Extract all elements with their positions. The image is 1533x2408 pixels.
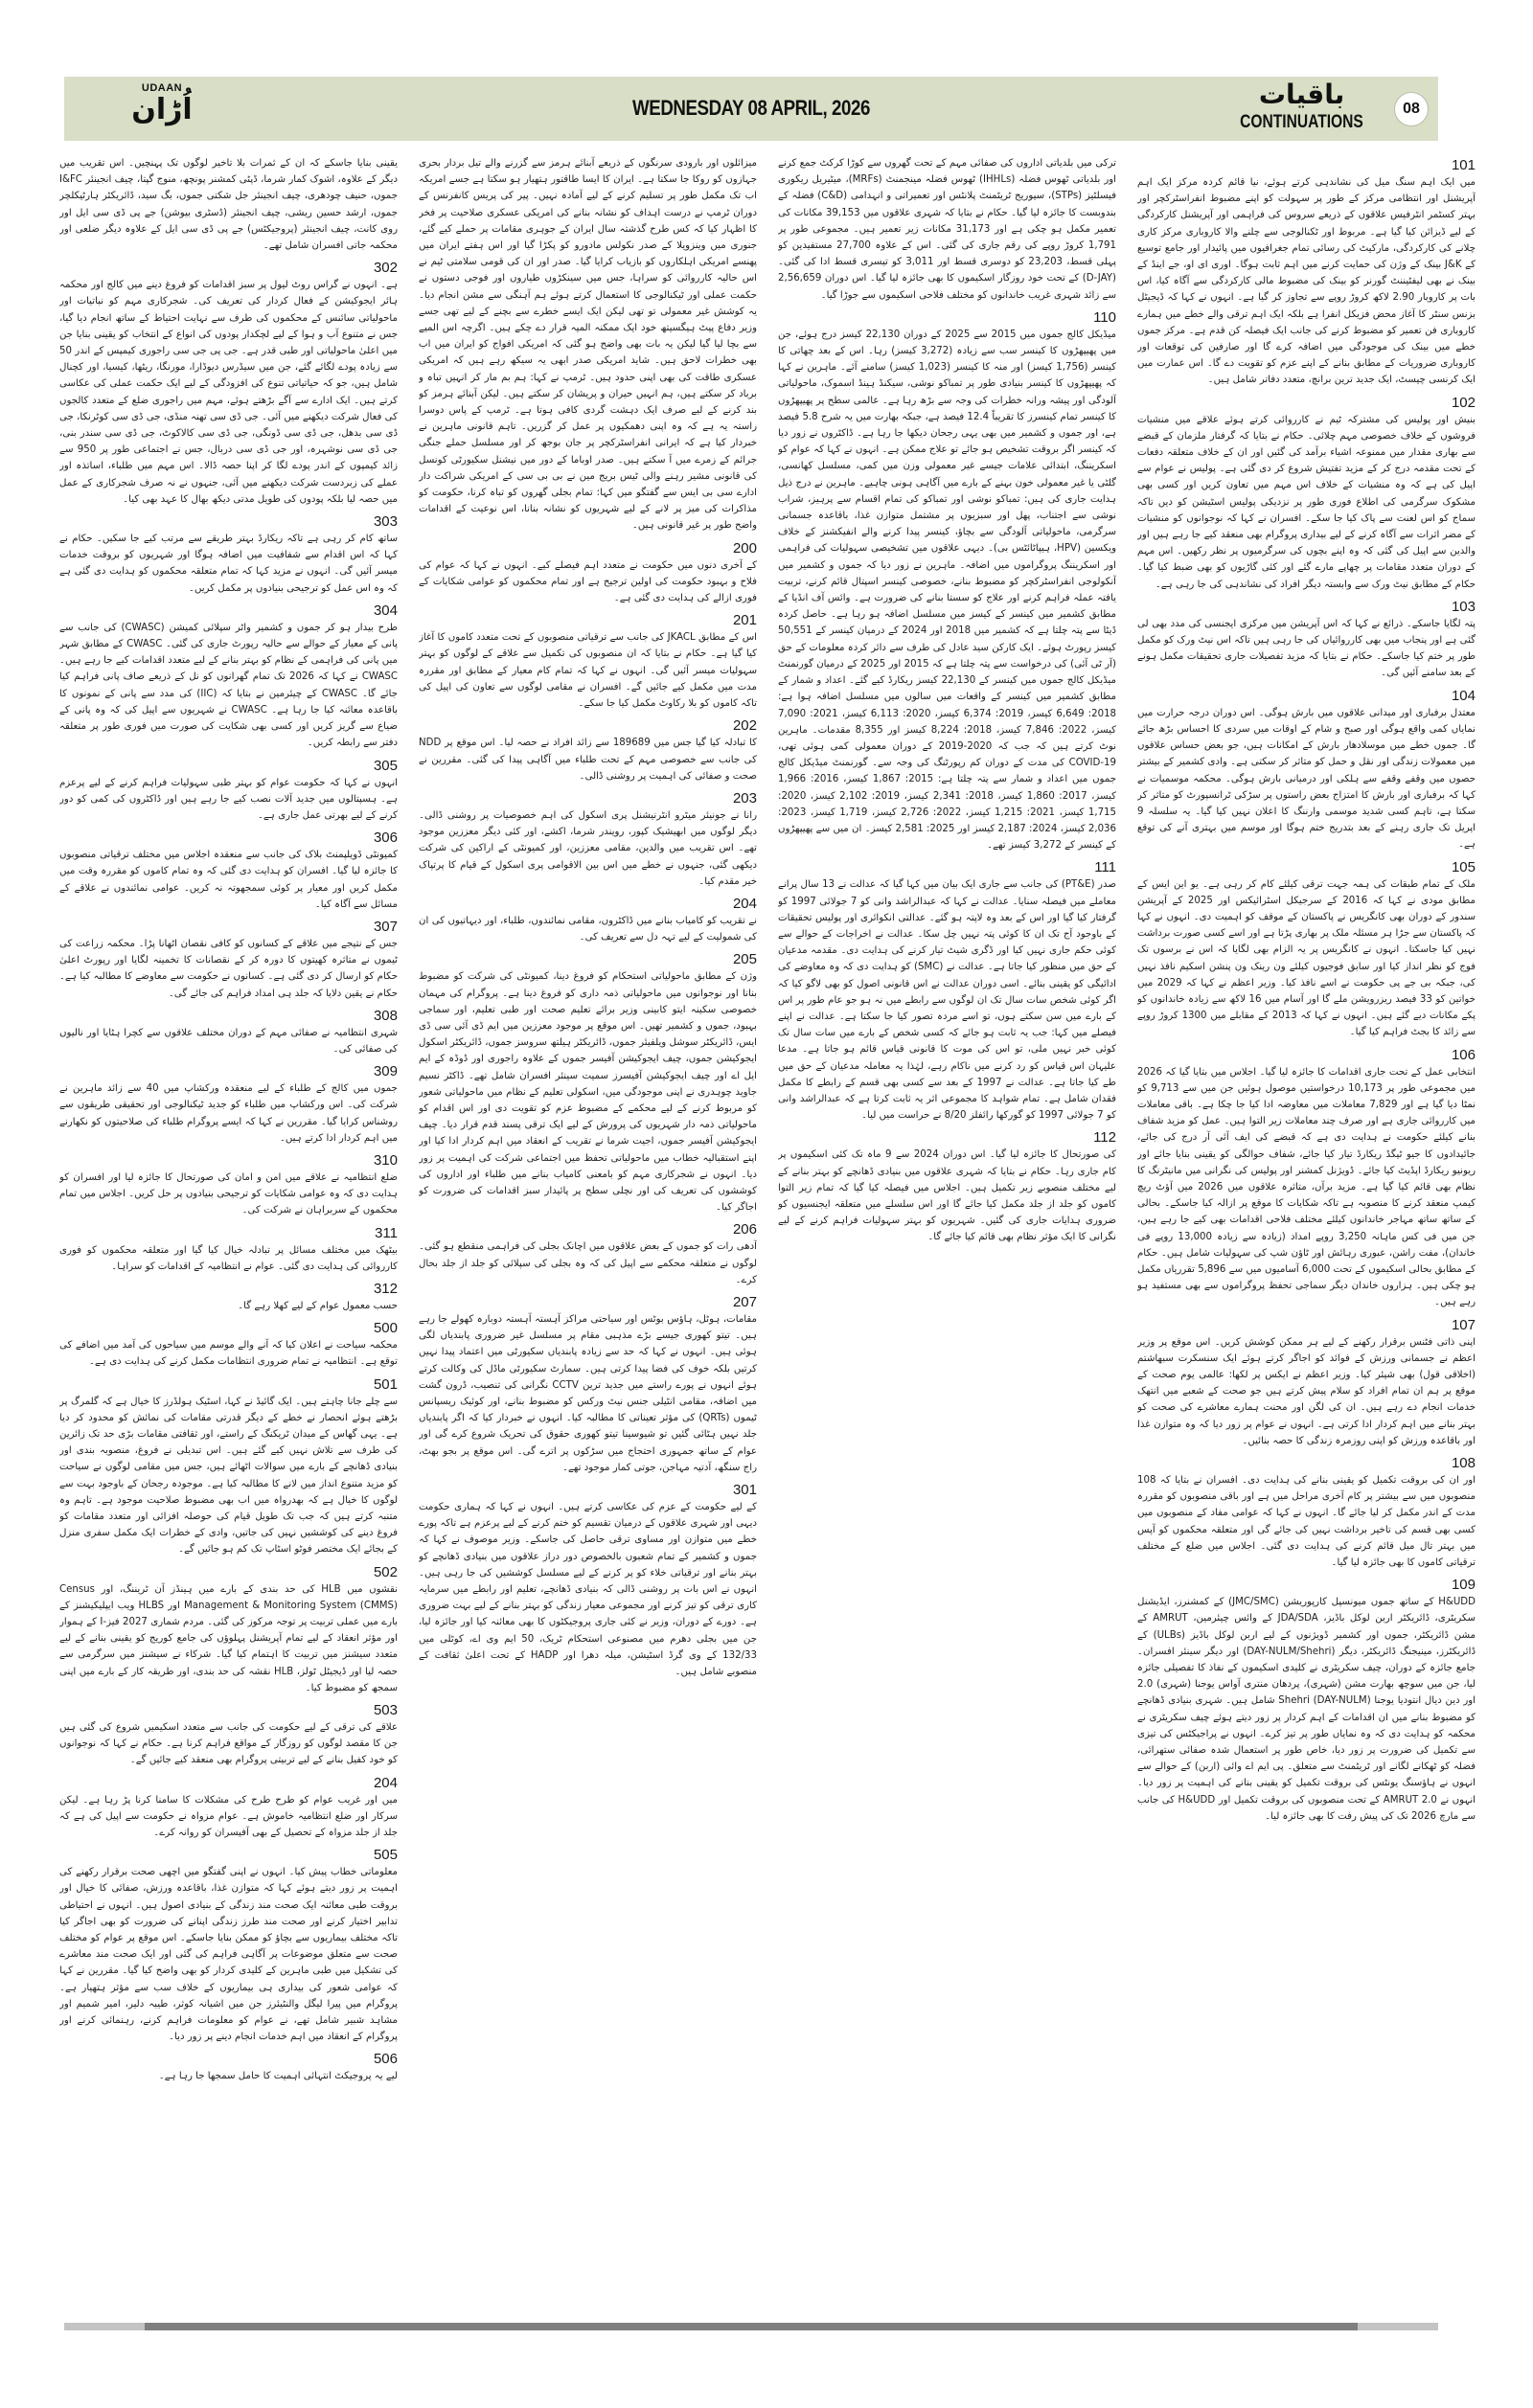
continuation-number: 312 [373,1280,398,1297]
continuation-number: 506 [373,2051,398,2068]
article-text: محکمہ سیاحت نے اعلان کیا کہ آنے والے موسم میں سیاحوں کی آمد میں اضافے کی توقع ہے۔ انتظامیہ نے تمام ضروری انتظامات مکمل کرنے کی ہدایت دی ہے۔ [59,1340,398,1368]
continuation-article[interactable] [1137,1455,1476,1571]
article-text: کمیونٹی ڈویلپمنٹ بلاک کی جانب سے منعقدہ اجلاس میں مختلف ترقیاتی منصوبوں کا جائزہ لیا گیا۔ افسران کو ہدایت دی گئی کہ وہ تمام کاموں کو مقررہ وقت میں مکمل کریں اور معیار پر کوئی سمجھوتہ نہ کریں۔ عوامی نمائندوں نے علاقے کے مسائل سے آگاہ کیا۔ [59,850,398,910]
article-text: ترکی میں بلدیاتی اداروں کی صفائی مہم کے تحت گھروں سے کوڑا کرکٹ جمع کرنے اور بلدیاتی ٹھوس فضلہ (IHHLs) ٹھوس فضلہ مینجمنٹ (MRFs)، میٹیریل ریکوری فیسلٹیز (STPs)، سیوریج ٹریٹمنٹ پلانٹس اور تعمیراتی و انہدامی (C&D) فضلہ کے بندوبست کا جائزہ لیا گیا۔ حکام نے بتایا کہ شہری علاقوں میں 39,153 مکانات کی تعمیر مکمل ہو چکی ہے اور 31,173 مکانات زیر تعمیر ہیں۔ مجموعی طور پر 1,791 کروڑ روپے کی رقم جاری کی گئی۔ اس کے علاوہ 27,700 مستفیدین کو پہلی قسط، 23,203 کو دوسری قسط اور 3,011 کو تیسری قسط ادا کی گئی۔ (D-JAY) کے تحت خود روزگار اسکیموں کا بھی جائزہ لیا گیا۔ اس دوران 2,56,659 سے زائد شہری غریب خاندانوں کو مختلف فلاحی اسکیموں سے جوڑا گیا۔ [778,158,1116,301]
continuation-number: 109 [1451,1577,1476,1594]
continuation-article[interactable] [59,155,398,254]
article-text: مقامات، ہوٹل، ہاؤس بوٹس اور سیاحتی مراکز آہستہ آہستہ دوبارہ کھولے جا رہے ہیں۔ تیتو کھوری جیسے بڑے مذہبی مقام پر مسلسل غیر ضروری پابندیاں لگی ہوئی ہیں۔ انہوں نے کہا کہ حد سے زیادہ پابندیاں سکیورٹی میں اعتماد پیدا نہیں کرتیں بلکہ خوف کی فضا پیدا کرتی ہیں۔ سمارٹ سکیورٹی ماڈل کی وکالت کرتے ہوئے انہوں نے پورے راستے میں جدید ترین CCTV نگرانی کی تنصیب، ڈرون گشت میں اضافہ، مقامی انٹیلی جنس نیٹ ورکس کو مضبوط بنانے، اور کوئیک ریسپانس ٹیموں (QRTs) کی مؤثر تعیناتی کا مطالبہ کیا۔ انہوں نے خبردار کیا کہ اگر پابندیاں جلد نہیں ہٹائی گئیں تو شیوسینا تیتو کھوری حقوق کی تحریک شروع کرے گی اور عوام کے ساتھ جمہوری احتجاج میں سڑکوں پر اترے گی۔ اس موقع پر بجو بھٹ، راج سنگھ، آدتیہ مہاجن، جوتی کمار موجود تھے۔ [419,1313,757,1473]
continuation-article[interactable] [419,1221,757,1288]
continuation-article[interactable] [419,155,757,534]
article-text: معتدل برفباری اور میدانی علاقوں میں بارش ہوگی۔ اس دوران درجہ حرارت میں نمایاں کمی واقع ہوگی اور صبح و شام کے اوقات میں سردی کا احساس بڑھ جائے گا۔ جموں خطے میں موسلادھار بارش کے امکانات ہیں، جو بعض حساس علاقوں میں معمولات زندگی اور نقل و حمل کو متاثر کر سکتی ہے۔ وادی کشمیر کے بیشتر حصوں میں وقفے وقفے سے ہلکی اور درمیانی بارش ہوگی۔ محکمہ موسمیات نے کہا کہ برفباری اور بارش کا امتزاج بعض راستوں پر سڑکی ٹرانسپورٹ کو متاثر کر سکتا ہے، تاہم کسی شدید موسمی وارننگ کا اعلان نہیں کیا گیا۔ یہ سلسلہ 9 اپریل تک جاری رہنے کے بعد بتدریج ختم ہوگا اور موسم میں بہتری آنے کی توقع ہے۔ [1137,707,1476,851]
article-text: H&UDD کے ساتھ جموں میونسپل کارپوریشن (JMC/SMC) کے کمشنرز، ایڈیشنل سکریٹری، ڈائریکٹر اربن لوکل باڈیز، JDA/SDA کے وائس چیئرمین، AMRUT کے مشن ڈائریکٹر، جموں اور کشمیر ڈویژنوں کے لیے اربن لوکل باڈیز (ULBs) کے ڈائریکٹرز، مینیجنگ ڈائریکٹر، دیگر (DAY-NULM/Shehri) اور دیگر سینئر افسران۔ جامع جائزہ کے دوران، چیف سکریٹری نے کلیدی اسکیموں کے نفاذ کا تفصیلی جائزہ لیا، جن میں سوچھ بھارت مشن (شہری)، پردھان منتری آواس یوجنا (شہری) 2.0 اور دین دیال انتودیا یوجنا Shehri (DAY-NULM) شامل ہیں۔ شہری بنیادی ڈھانچے کو مضبوط بنانے میں ان اقدامات کے اہم کردار پر زور دیتے ہوئے چیف سکریٹری نے محکمہ کو ہدایت دی کہ وہ نمایاں طور پر تیز کرے۔ انہوں نے پراجیکٹس کی تیزی سے تکمیل کی ضرورت پر زور دیا، خاص طور پر استعمال شدہ صفائی ستھرائی، فضلہ کو ٹھکانے لگانے اور ٹریٹمنٹ سے متعلق۔ پی ایم اے وائی (اربن) کے حوالے سے انہوں نے ہاؤسنگ یونٹس کی بروقت تکمیل کو یقینی بنانے کی اہمیت پر زور دیا۔ انہوں نے AMRUT 2.0 کے تحت منصوبوں کی بروقت تکمیل اور H&UDD کی جانب سے مارچ 2026 تک کی پیش رفت کا بھی جائزہ لیا۔ [1137,1597,1476,1822]
continuation-number: 500 [373,1320,398,1337]
continuation-number: 110 [1093,308,1116,326]
continuation-number: 108 [1451,1455,1476,1472]
article-text: پتہ لگایا جاسکے۔ ذرائع نے کہا کہ اس آپریشن میں مرکزی ایجنسی کی مدد بھی لی گئی ہے اور پنجاب میں بھی کارروائیاں کی جا رہی ہیں تاکہ اس نیٹ ورک کو مکمل طور پر ختم کیا جاسکے۔ حکام نے بتایا کہ مزید تفصیلات جاری تحقیقات مکمل ہونے کے بعد سامنے آئیں گی۔ [1137,618,1476,679]
continuation-article[interactable] [419,717,757,784]
continuation-number: 302 [373,260,398,277]
continuation-number: 111 [1094,859,1116,876]
article-text: جموں میں کالج کے طلباء کے لیے منعقدہ ورکشاپ میں 40 سے زائد ماہرین نے شرکت کی۔ اس ورکشاپ میں طلباء کو جدید ٹیکنالوجی اور تحقیقی طریقوں سے روشناس کرایا گیا۔ مقررین نے کہا کہ ایسے پروگرام طلباء کی صلاحیتوں کو نکھارنے میں اہم کردار ادا کرتے ہیں۔ [59,1083,398,1144]
logo-urdu: اُڑان [131,93,193,126]
continuation-article[interactable] [59,758,398,825]
continuation-number: 301 [732,1482,757,1499]
article-text: شہری انتظامیہ نے صفائی مہم کے دوران مختلف علاقوں سے کچرا ہٹایا اور نالیوں کی صفائی کی۔ [59,1027,398,1055]
continuation-number: 307 [373,918,398,935]
continuation-article[interactable] [1137,395,1476,593]
continuation-article[interactable] [419,951,757,1215]
article-text: ہے۔ انہوں نے گراس روٹ لیول پر سبز اقدامات کو فروغ دینے میں کالج اور محکمہ ہائر ایجوکیشن کے فعال کردار کی تعریف کی۔ شجرکاری مہم کو نباتیات اور ماحولیاتی سائنس کے محکموں کی طرف سے نہایت احتیاط کے ساتھ انجام دیا گیا، جس نے متنوع آب و ہوا کے لیے لچکدار پودوں کی انواع کے انتخاب کو یقینی بنایا جن میں اعلیٰ ماحولیاتی اور طبی قدر ہے۔ جی پی جی سی راجوری کیمپس کے اندر 50 سے زیادہ پودے لگائے گئے، جن میں سیڈرس دیوڈارا، مورنگا، ریٹھا، کیسیا، اور کچنال شامل ہیں، جو کہ حیاتیاتی تنوع کی افزودگی کے لیے ایک حکمت عملی کی عکاسی کرتے ہیں۔ ایک ادارے سے آگے بڑھتے ہوئے، مہم میں راجوری ضلع کے متعدد کالجوں کی فعال شرکت دیکھنے میں آئی۔ جی ڈی سی تھنہ منڈی، جی ڈی سی کوٹرنکا، جی ڈی سی بدھل، جی ڈی سی ڈونگی، جی ڈی سی کالاکوٹ، جی ڈی سی سندر بنی، جی ڈی سی نوشہرہ، اور جی ڈی سی دربال، جس نے اجتماعی طور پر 950 سے زائد کیمپوں کے اندر پودے لگا کر اپنا حصہ ڈالا۔ اس مہم میں طلباء، اساتذہ اور عملے کی زبردست شرکت دیکھنے میں آئی، جنہوں نے نہ صرف شجرکاری کے عمل میں حصہ لیا بلکہ پودوں کی طویل مدتی دیکھ بھال کا عہد بھی کیا۔ [59,280,398,505]
continuation-number: 201 [732,612,757,629]
continuation-number: 207 [732,1293,757,1310]
continuation-number: 204 [732,895,757,912]
continuation-article[interactable] [419,1482,757,1680]
article-text: ضلع انتظامیہ نے علاقے میں امن و امان کی صورتحال کا جائزہ لیا اور افسران کو ہدایت دی کہ وہ عوامی شکایات کو ترجیحی بنیادوں پر حل کریں۔ اجلاس میں تمام محکموں کے سربراہان نے شرکت کی۔ [59,1171,398,1216]
continuation-number: 310 [373,1151,398,1169]
continuation-article[interactable] [59,513,398,597]
continuation-article[interactable] [1137,157,1476,389]
continuation-number: 202 [732,717,757,735]
article-text: میزائلوں اور بارودی سرنگوں کے ذریعے آبنائے ہرمز سے گزرنے والے تیل بردار بحری جہازوں کو روکا جا سکتا ہے۔ ایران کا ایسا طاقتور ہتھیار ہو سکتا ہے جسے امریکہ اب تک مکمل طور پر تسلیم کرنے کے لیے آمادہ نہیں۔ پیر کی پریس کانفرنس کے دوران ٹرمپ نے درست اہداف کو نشانہ بنانے کی امریکی عسکری صلاحیت پر فخر کا اظہار کیا کہ کس طرح گذشتہ سال ایران کے جوہری مقامات پر حملے کیے گئے، جنوری میں وینزویلا کے صدر نکولس مادورو کو پکڑا گیا اور اس ہفتے ایران میں پھنسے امریکی اہلکاروں کو بازیاب کرایا گیا۔ صدر اور ان کی قومی سلامتی ٹیم نے اس حالیہ کارروائی کو سراہا، جس میں سینکڑوں طیاروں اور فوجی دستوں نے حکمت عملی اور ٹیکنالوجی کا استعمال کرتے ہوئے ہم آہنگی سے مشن انجام دیا۔ یہ کوشش غیر معمولی تو تھی لیکن ایک ایسے خطرے سے بچنے کے لیے تھی جسے وزیر دفاع پیٹ ہیگسیتھ خود ایک ممکنہ المیہ قرار دے چکے ہیں۔ اگرچہ اس المیے سے بچا لیا گیا لیکن یہ بات بھی واضح ہو گئی کہ امریکی افواج کو ایران میں اب بھی خطرات لاحق ہیں۔ شاید امریکی صدر ابھی یہ سیکھ رہے ہیں کہ امریکی عسکری طاقت کی بھی اپنی حدود ہیں۔ ٹرمپ نے کہا: ہم بم مار کر انہیں تباہ و برباد کر سکتے ہیں، ہم انہیں حیران و پریشان کر سکتے ہیں۔ لیکن آبنائے ہرمز کو بند کرنے کے لیے صرف ایک دہشت گردی کافی ہوتا ہے۔ ٹرمپ کے پاس دوسرا راستہ یہ ہے کہ وہ اپنی دھمکیوں پر عمل کر گزریں۔ تاہم قانونی ماہرین نے خبردار کیا ہے کہ ایرانی انفراسٹرکچر پر جان بوجھ کر اور مسلسل حملے جنگی جرائم کے زمرے میں آ سکتے ہیں۔ صدر اوباما کے دور میں نیشنل سکیورٹی کونسل کی قانونی مشیر رہنے والی ٹیس بریج مین نے بی بی سی کے امریکی شراکت دار ادارے سی بی ایس سے گفتگو میں کہا: تمام بجلی گھروں کو تباہ کرنا، حکومت کو مذاکرات کی میز پر لانے کے لیے شہریوں کو نشانہ بنانا، اس نوعیت کے اقدامات واضح طور پر غیر قانونی ہیں۔ [419,158,757,532]
continuation-article[interactable] [59,1152,398,1219]
continuation-article[interactable] [59,602,398,752]
article-text: کا تبادلہ کیا گیا جس میں 189689 سے زائد افراد نے حصہ لیا۔ اس موقع پر NDD کی جانب سے خصوصی مہم کے تحت طلباء میں آگاہی پیدا کی گئی۔ مقررین نے صحت و صفائی کی اہمیت پر روشنی ڈالی۔ [419,738,757,782]
article-columns [59,155,1476,2306]
article-text: سے چلے جانا چاہتے ہیں۔ ایک گائیڈ نے کہا، اسٹیک ہولڈرز کا خیال ہے کہ گلمرگ پر بڑھتے ہوئے انحصار نے خطے کے دیگر قدرتی مقامات کی نمائش کو محدود کر دیا ہے۔ یہی گھاس کے میدان ٹریکنگ کے راستے، اور ثقافتی مقامات بڑی حد تک زائرین کی طرف سے تلاش نہیں کیے گئے ہیں۔ اس تبدیلی نے فروغ، منصوبہ بندی اور بنیادی ڈھانچے کے بارے میں سوالات اٹھائے ہیں، جس میں مقامی لوگوں نے سیاحت کو مزید متنوع انداز میں لانے کا مطالبہ کیا ہے۔ موجودہ رجحان کے باوجود بہت سے لوگوں کا خیال ہے کہ بھدرواہ میں اب بھی مضبوط صلاحیت موجود ہے۔ تاہم وہ متنبہ کرتے ہیں کہ جب تک طویل قیام کی حوصلہ افزائی اور متعدد مقامات کو فروغ دینے کی کوششیں نہیں کی جاتیں، وادی کے خطرات ایک مکمل سفری منزل کے بجائے ایک مختصر فوٹو اسٹاپ تک کم ہو جائیں گے۔ [59,1396,398,1556]
masthead [64,77,1438,141]
continuation-number: 106 [1451,1046,1476,1063]
continuation-article[interactable] [59,1376,398,1558]
article-text: آدھی رات کو جموں کے بعض علاقوں میں اچانک بجلی کی فراہمی منقطع ہو گئی۔ لوگوں نے متعلقہ محکمے سے اپیل کی کہ وہ بجلی کی سپلائی کو جلد از جلد بحال کرے۔ [419,1241,757,1285]
article-text: بنیش اور پولیس کی مشترکہ ٹیم نے کارروائی کرتے ہوئے علاقے میں منشیات فروشوں کے خلاف خصوصی مہم چلائی۔ حکام نے بتایا کہ گرفتار ملزمان کے قبضے سے بھاری مقدار میں ممنوعہ اشیاء برآمد کی گئیں اور ان کے خلاف متعلقہ دفعات کے تحت مقدمہ درج کر کے مزید تفتیش شروع کر دی گئی ہے۔ پولیس نے عوام سے اپیل کی ہے کہ وہ منشیات کے خلاف اس مہم میں تعاون کریں اور کسی بھی مشکوک سرگرمی کی اطلاع فوری طور پر نزدیکی پولیس اسٹیشن کو دیں تاکہ سماج کو اس لعنت سے پاک کیا جا سکے۔ افسران نے کہا کہ نوجوانوں کو منشیات کے مضر اثرات سے آگاہ کرنے کے لیے بیداری پروگرام بھی منعقد کیے جا رہے ہیں اور والدین سے اپیل کی گئی کہ وہ اپنے بچوں کی سرگرمیوں پر نظر رکھیں۔ اس مہم کے دوران متعدد مقامات پر چھاپے مارے گئے اور کئی گاڑیوں کو بھی ضبط کیا گیا۔ حکام کے مطابق نیٹ ورک سے وابستہ دیگر افراد کی نشاندہی کی جا رہی ہے۔ [1137,414,1476,590]
article-text: کے لیے حکومت کے عزم کی عکاسی کرتے ہیں۔ انہوں نے کہا کہ ہماری حکومت دیہی اور شہری علاقوں کے درمیان تقسیم کو ختم کرنے کے لیے پرعزم ہے تاکہ پورے خطے میں متوازن اور مساوی ترقی حاصل کی جاسکے۔ وزیر موصوف نے کہا کہ جموں و کشمیر کے تمام شعبوں بالخصوص دور دراز علاقوں میں بنیادی ڈھانچے کو بہتر بنانے اور ترقیاتی خلاء کو پر کرنے کے لیے مسلسل کوششیں کی جا رہی ہیں۔ انہوں نے اس بات پر روشنی ڈالی کہ بنیادی ڈھانچے، تعلیم اور رابطے میں سرمایہ کاری ترقی کو تیز کرنے اور مجموعی معیار زندگی کو بہتر بنانے کے لیے بہت ضروری ہے۔ دورے کے دوران، وزیر نے کئی جاری پروجیکٹوں کا بھی معائنہ کیا اور جائزہ لیا، جن میں بجلی دھرم میں مصنوعی استحکام ٹریک، 50 ایم وی اے، کوٹلی میں 132/33 کے وی گرڈ اسٹیشن، میلہ دھرا اور HADP کے تحت اعلیٰ ثقافت کے منصوبے شامل ہیں۔ [419,1502,757,1678]
article-text: لیے یہ پروجیکٹ انتہائی اہمیت کا حامل سمجھا جا رہا ہے۔ [158,2071,398,2082]
page-number-badge: 08 [1394,92,1429,126]
column-2 [778,155,1116,2306]
continuation-number: 203 [732,789,757,806]
continuation-number: 204 [373,1774,398,1791]
continuation-article[interactable] [419,540,757,607]
edition-date: WEDNESDAY 08 APRIL, 2026 [632,96,870,120]
continuation-number: 503 [373,1702,398,1719]
continuation-article[interactable] [1137,1317,1476,1449]
continuation-article[interactable] [59,1564,398,1696]
logo-english: UDAAN [141,82,183,94]
continuation-number: 101 [1451,157,1476,173]
continuation-article[interactable] [59,1225,398,1275]
article-text: میڈیکل کالج جموں میں 2015 سے 2025 کے دوران 22,130 کیسز درج ہوئے، جن میں پھیپھڑوں کا کینسر سب سے زیادہ (3,272 کیسز) رہا۔ اس کے بعد چھاتی کا کینسر (1,756 کیسز) اور منہ کا کینسر (1,023 کیسز) سامنے آئے۔ ماہرین نے کہا کہ پھیپھڑوں کا کینسر بنیادی طور پر تمباکو نوشی، سیکنڈ ہینڈ اسموک، ماحولیاتی آلودگی اور پیشہ ورانہ خطرات کی وجہ سے بڑھ رہا ہے۔ عالمی سطح پر پھیپھڑوں کا کینسر تمام کینسرز کا تقریباً 12.4 فیصد ہے، جبکہ بھارت میں یہ شرح 5.8 فیصد ہے، اور جموں و کشمیر میں بھی یہی رجحان دیکھا جا رہا ہے۔ ڈاکٹروں نے زور دیا کہ کینسر اگر بروقت تشخیص ہو جائے تو علاج ممکن ہے۔ انہوں نے کہا کہ عوام کو اسکریننگ، ابتدائی علامات جیسے غیر معمولی وزن میں کمی، مسلسل کھانسی، گلٹی یا غیر معمولی خون بہنے کے بارے میں آگاہی ہونی چاہیے۔ ماہرین نے درج ذیل ہدایت جاری کی ہیں: تمباکو نوشی اور تمباکو کی تمام اقسام سے پرہیز، شراب نوشی سے اجتناب، پھل اور سبزیوں پر مشتمل متوازن غذا، باقاعدہ جسمانی سرگرمی، ماحولیاتی آلودگی سے بچاؤ، کینسر پیدا کرنے والے انفیکشنز کے خلاف ویکسین (HPV، ہیپاٹائٹس بی)۔ دیہی علاقوں میں تشخیصی سہولیات کی فراہمی اور اسکریننگ پروگراموں میں اضافہ۔ ماہرین نے زور دیا کہ جموں و کشمیر میں آنکولوجی انفراسٹرکچر کو مضبوط بنانے، خصوصی کینسر اسپتال قائم کرنے، تربیت یافتہ عملہ فراہم کرنے اور علاج کو سستا بنانے کی ضرورت ہے۔ وائس آف انڈیا کے مطابق کشمیر میں کینسر کے کیسز میں مسلسل اضافہ ہو رہا ہے۔ حاصل کردہ ڈیٹا سے پتہ چلتا ہے کہ کشمیر میں 2018 اور 2024 کے درمیان کینسر کے 50,551 کیسز رپورٹ ہوئے۔ ایک کارکن سید عادل کی طرف سے دائر کردہ معلومات کے حق (آر ٹی آئی) کی درخواست سے پتہ چلتا ہے کہ 2015 اور 2025 کے درمیان گورنمنٹ میڈیکل کالج جموں میں کینسر کے 22,130 کیسز ریکارڈ کیے گئے۔ اعداد و شمار کے مطابق کشمیر میں کینسر کے واقعات میں سالوں میں مسلسل اضافہ ہوا ہے: 2018: 6,649 کیسز، 2019: 6,374 کیسز، 2020: 6,113 کیسز، 2021: 7,090 کیسز، 2022: 7,846 کیسز، 2018: 8,224 کیسز اور 8,355 مقدمات۔ ماہرین نوٹ کرتے ہیں کہ جب کہ 2020-2019 کے دوران معمولی کمی ہوئی تھی، COVID-19 کی مدت کے دوران کم رپورٹنگ کی وجہ سے۔ گورنمنٹ میڈیکل کالج جموں میں اعداد و شمار سے پتہ چلتا ہے: 2015: 1,867 کیسز، 2016: 1,966 کیسز، 2017: 1,860 کیسز، 2018: 2,341 کیسز، 2019: 2,102 کیسز، 2020: 1,715 کیسز، 2021: 1,215 کیسز، 2022: 2,726 کیسز، 1,719 کیسز، 2023: 2,036 کیسز، 2024: 2,187 کیسز اور 2025: 2,581 کیسز۔ ان میں سے پھیپھڑوں کے کینسر کے 3,272 کیسز تھے۔ [778,329,1116,852]
continuation-article[interactable] [1137,599,1476,682]
continuation-article[interactable] [778,1129,1116,1245]
continuation-number: 309 [373,1063,398,1080]
article-text: کی صورتحال کا جائزہ لیا گیا۔ اس دوران 2024 سے 9 ماہ تک کئی اسکیموں پر کام جاری رہا۔ حکام نے بتایا کہ شہری علاقوں میں بنیادی ڈھانچے کو بہتر بنانے کے لیے مختلف منصوبے زیر تکمیل ہیں۔ اجلاس میں فیصلہ کیا گیا کہ تمام زیر التوا کاموں کو جلد از جلد مکمل کیا جائے گا اور اس سلسلے میں متعلقہ ایجنسیوں کو ضروری ہدایات جاری کی گئیں۔ شہریوں کو بہتر سہولیات فراہم کرنے کے لیے نگرانی کا ایک مؤثر نظام بھی قائم کیا جائے گا۔ [778,1149,1116,1243]
article-text: انہوں نے کہا کہ حکومت عوام کو بہتر طبی سہولیات فراہم کرنے کے لیے پرعزم ہے۔ ہسپتالوں میں جدید آلات نصب کیے جا رہے ہیں اور ڈاکٹروں کی کمی کو دور کرنے کے لیے بھرتی عمل جاری ہے۔ [59,777,398,821]
continuation-article[interactable] [59,1008,398,1057]
continuation-number: 200 [732,539,757,557]
article-text: معلوماتی خطاب پیش کیا۔ انہوں نے اپنی گفتگو میں اچھی صحت برقرار رکھنے کی اہمیت پر زور دیتے ہوئے کہا کہ متوازن غذا، باقاعدہ ورزش، صفائی کا خیال اور بروقت طبی معائنہ ایک صحت مند زندگی کے بنیادی اصول ہیں۔ انہوں نے احتیاطی تدابیر اختیار کرنے اور صحت مند طرز زندگی اپنانے کی ضرورت کو بھی اجاگر کیا تاکہ مختلف بیماریوں سے بچاؤ کو ممکن بنایا جاسکے۔ اس موقع پر عوام کو مختلف صحت سے متعلق موضوعات پر آگاہی فراہم کی گئی اور ایک صحت مند معاشرے کی تشکیل میں طبی ماہرین کے کلیدی کردار کو بھی واضح کیا گیا۔ مقررین نے کہا کہ عوامی شعور کی بیداری ہی بیماریوں کے خلاف سب سے مؤثر ہتھیار ہے۔ پروگرام میں پیرا لیگل والنٹیئرز جن میں اشیانہ کوثر، طیبہ دلیر، امیر شمیم اور مشاہد شبیر شامل تھے، نے عوام کو معلومات فراہم کرنے، رہنمائی کرنے اور پروگرام کے انعقاد میں اہم خدمات انجام دینے پر زور دیا۔ [59,1867,398,2043]
article-text: میں اور غریب عوام کو طرح طرح کی مشکلات کا سامنا کرنا پڑ رہا ہے۔ لیکن سرکار اور ضلع انتظامیہ خاموش ہے۔ عوام مزواہ نے حکومت سے اپیل کی ہے کہ جلد از جلد مزواہ کے تحصیل کے بھی آفیسران کو روانہ کرے۔ [59,1794,398,1839]
column-1 [1137,155,1476,2306]
article-text: میں ایک اہم سنگ میل کی نشاندہی کرتے ہوئے، نیا قائم کردہ مرکز ایک اہم آپریشنل اور انتظامی مرکز کے طور پر سہولت کو اپنے مضبوط انفراسٹرکچر اور بہتر کسٹمر انٹرفیس علاقوں کے ذریعے سروس کی فراہمی اور آپریشنل کارکردگی کے لیے ڈیزائن کیا گیا ہے۔ مربوط اور ٹکنالوجی سے چلنے والا کاروباری مرکز کاری چلانے کی کارکردگی، مارکیٹ کی رسائی تمام جغرافیوں میں پائیدار اور جامع توسیع کے J&K بینک کے وژن کی حمایت کرنے میں اہم ثابت ہوگا۔ اوری ای او، جے اینڈ کے بینک نے بھی لیفٹیننٹ گورنر کو بینک کی مضبوط مالی کارکردگی سے آگاہ کیا، اس بات پر کاروبار 2.90 لاکھ کروڑ روپے سے تجاوز کر گیا ہے۔ انہوں نے کہا کہ ڈیجیٹل بزنس سنٹر کا آغاز محض فزیکل انفرا ہے بلکہ ایک اہم ترقی والے خطے میں ہمارے کاروباری فن تعمیر کو مضبوط کرنے کی جانب ایک فیصلہ کن قدم ہے۔ مرکز جموں خطے میں بینک کی موجودگی میں اضافہ کرے گا اور صارفین کی توقعات اور کاروباری ضروریات کے مطابق بنانے کے اپنے عزم کو تقویت دے گا۔ اس عمارت میں ایک کرنسی چیسٹ، ایک جدید ترین برانچ، متعدد دفاتر شامل ہیں۔ [1137,177,1476,386]
continuation-number: 112 [1093,1129,1116,1147]
article-text: صدر (PT&E) کی جانب سے جاری ایک بیان میں کہا گیا کہ عدالت نے 13 سال پرانے معاملے میں فیصلہ سنایا۔ عدالت نے کہا کہ عبدالراشد وانی کو 7 جولائی 1997 کو گرفتار کیا گیا اور اس کے بعد وہ لاپتہ ہو گئے۔ عدالتی انکوائری اور پولیس تحقیقات کے باوجود آج تک ان کا کوئی پتہ نہیں چل سکا۔ عدالت نے اخراجات کے حوالے سے کوئی حکم جاری نہیں کیا اور ڈگری شیٹ تیار کرنے کی ہدایت دی۔ مقدمہ مدعیان کے حق میں منظور کیا جاتا ہے۔ عدالت نے (SMC) کو ہدایت دی کہ وہ معاوضے کی ادائیگی کو یقینی بنائے۔ اسی دوران عدالت نے اس قانونی اصول کو بھی لاگو کیا کہ اگر کوئی شخص سات سال تک ان لوگوں سے رابطے میں نہ ہو جو عام طور پر اس کے بارے میں سن سکتے ہوں، تو اسے مردہ تصور کیا جا سکتا ہے۔ عدالت نے اپنے فیصلے میں کہا: جب یہ ثابت ہو جائے کہ کسی شخص کے بارے میں سات سال تک کوئی خبر نہیں ملی، تو اس کی موت کا قانونی قیاس قائم ہو جاتا ہے۔ مدعا علیہان اس قیاس کو رد کرنے میں ناکام رہے، لہٰذا یہ معاملہ مدعیان کے حق میں طے کیا جاتا ہے۔ عدالت نے 1997 کے بعد سے کسی بھی قسم کے رابطے کا مکمل فقدان شامل ہے۔ تمام شواہد کا مجموعی اثر یہ ثابت کرتا ہے کہ عبدالراشد وانی کو 7 جولائی 1997 کو گورکھا رائفلز 8/20 نے حراست میں لیا۔ [778,879,1116,1122]
section-title [1226,79,1377,134]
article-text: اس کے مطابق JKACL کی جانب سے ترقیاتی منصوبوں کے تحت متعدد کاموں کا آغاز کیا گیا ہے۔ حکام نے بتایا کہ ان منصوبوں کی تکمیل سے علاقے کے لوگوں کو بہتر سہولیات میسر آئیں گی۔ انہوں نے کہا کہ تمام کام معیار کے مطابق اور مقررہ مدت میں مکمل کیے جائیں گے۔ افسران نے مقامی لوگوں سے تعاون کی اپیل کی تاکہ کاموں کو بلا رکاوٹ مکمل کیا جا سکے۔ [419,632,757,710]
continuation-number: 308 [373,1007,398,1024]
article-text: یقینی بنایا جاسکے کہ ان کے ثمرات بلا تاخیر لوگوں تک پہنچیں۔ اس تقریب میں دیگر کے علاوہ، اشوک کمار شرما، ڈپٹی کمشنر پونچھ، منوج گپتا، چیف انجینئر I&FC جموں، حنیف چودھری، چیف انجینئر جل شکتی جموں، بگ سید، ڈائریکٹر ہارٹیکلچر جموں، ارشد حسین ریشی، چیف انجینئر (ڈسٹری بیوشن) جے پی ڈی سی ایل اور روی کانت، چیف انجینئر (پروجیکٹس) جے پی ڈی سی ایل کے علاوہ دیگر ضلعی اور محکمہ جاتی افسران شامل تھے۔ [59,158,398,252]
continuation-article[interactable] [778,155,1116,304]
continuation-number: 305 [373,757,398,774]
continuation-article[interactable] [59,829,398,913]
section-title-urdu: باقیات [1258,79,1345,110]
continuation-number: 103 [1451,598,1476,615]
continuation-number: 107 [1451,1316,1476,1333]
article-text: طرح بیدار ہو کر جموں و کشمیر واٹر سپلائی کمیشن (CWASC) کی جانب سے پانی کے معیار کے حوالے سے حالیہ رپورٹ جاری کی گئی۔ CWASC کے مطابق شہر میں پانی کی فراہمی کے نظام کو بہتر بنانے کے لیے متعدد اقدامات کیے جا رہے ہیں۔ CWASC نے کہا کہ 2026 تک تمام گھرانوں کو نل کے ذریعے صاف پانی فراہم کیا جائے گا۔ CWASC کے چیئرمین نے بتایا کہ (IIC) کی مدد سے پانی کے نمونوں کا باقاعدہ معائنہ کیا جا رہا ہے۔ CWASC نے شہریوں سے اپیل کی کہ وہ پانی کے ضیاع سے گریز کریں اور کسی بھی شکایت کی صورت میں فوری طور پر متعلقہ دفتر سے رابطہ کریں۔ [59,622,398,749]
continuation-article[interactable] [1137,1577,1476,1825]
article-text: رانا نے جونیئر میٹرو انٹرنیشنل پری اسکول کی اہم خصوصیات پر روشنی ڈالی۔ دیگر لوگوں میں ابھیشیک کپور، رویندر شرما، اکشے، اور کئی دیگر معززین موجود تھے۔ اس تقریب میں والدین، مقامی معززین، اور کمیونٹی کے اراکین کی شرکت دیکھی گئی، جنہوں نے خطے میں اس بین الاقوامی پری اسکول کے قیام کا پرتپاک خیر مقدم کیا۔ [419,809,757,887]
article-text: بیٹھک میں مختلف مسائل پر تبادلہ خیال کیا گیا اور متعلقہ محکموں کو فوری کارروائی کی ہدایت دی گئی۔ عوام نے انتظامیہ کے اقدامات کو سراہا۔ [59,1244,398,1272]
continuation-article[interactable] [59,1702,398,1769]
continuation-article[interactable] [1137,1047,1476,1311]
footer-bar-fill [145,2323,1358,2330]
continuation-article[interactable] [419,896,757,945]
continuation-number: 304 [373,602,398,619]
column-3 [419,155,757,2306]
continuation-article[interactable] [419,1294,757,1476]
article-text: ساتھ کام کر رہی ہے تاکہ ریکارڈ بہتر طریقے سے مرتب کیے جا سکیں۔ حکام نے کہا کہ اس اقدام سے شفافیت میں اضافہ ہوگا اور شہریوں کو بروقت خدمات میسر آئیں گی۔ انہوں نے مزید کہا کہ تمام متعلقہ محکموں کو ہدایت دی گئی ہے کہ وہ اس عمل کو ترجیحی بنیادوں پر مکمل کریں۔ [59,534,398,594]
article-text: جس کے نتیجے میں علاقے کے کسانوں کو کافی نقصان اٹھانا پڑا۔ محکمہ زراعت کی ٹیموں نے متاثرہ کھیتوں کا دورہ کر کے نقصانات کا تخمینہ لگایا اور رپورٹ اعلیٰ حکام کو ارسال کر دی گئی ہے۔ کسانوں نے حکومت سے معاوضے کا مطالبہ کیا ہے۔ حکام نے یقین دلایا کہ جلد ہی امداد فراہم کی جائے گی۔ [59,938,398,999]
article-text: کے آخری دنوں میں حکومت نے متعدد اہم فیصلے کیے۔ انہوں نے کہا کہ عوام کی فلاح و بہبود حکومت کی اولین ترجیح ہے اور تمام محکموں کو عوامی شکایات کے فوری ازالے کی ہدایت دی گئی ہے۔ [419,559,757,604]
section-title-english: CONTINUATIONS [1240,112,1363,132]
column-4 [59,155,398,2306]
continuation-number: 104 [1451,687,1476,704]
continuation-article[interactable] [59,2051,398,2084]
article-text: اور ان کی بروقت تکمیل کو یقینی بنانے کی ہدایت دی۔ افسران نے بتایا کہ 108 منصوبوں میں سے بیشتر پر کام آخری مراحل میں ہے اور باقی منصوبوں کو مقررہ مدت کے اندر مکمل کر لیا جائے گا۔ انہوں نے کہا کہ عوامی مفاد کے منصوبوں میں کسی بھی قسم کی تاخیر برداشت نہیں کی جائے گی اور متعلقہ محکموں کو آپس میں بہتر تال میل قائم کرنے کی ہدایت دی گئی۔ اجلاس میں ضلع کے مختلف ترقیاتی کاموں کا بھی جائزہ لیا گیا۔ [1137,1475,1476,1569]
continuation-article[interactable] [1137,859,1476,1041]
continuation-number: 102 [1451,394,1476,411]
article-text: ملک کے تمام طبقات کی ہمہ جہت ترقی کیلئے کام کر رہی ہے۔ یو این ایس کے مطابق مودی نے کہا کہ 2016 کے سرجیکل اسٹرائیکس اور 2025 کے آپریشن سندور کے دوران بھی کانگریس نے پاکستان کے موقف کو اہمیت دی۔ انہوں نے کہا کہ پاکستان سے جڑا ہر مسئلہ ملک پر بھاری پڑتا ہے اور اسے کسی صورت برداشت نہیں کیا جاسکتا۔ انہوں نے کانگریس پر یہ الزام بھی لگایا کہ اس نے برسوں تک فوج کو نظر انداز کیا اور سابق فوجیوں کیلئے ون رینک ون پنشن اسکیم نافذ نہیں کی، جبکہ بی جے پی حکومت نے اسے نافذ کیا۔ وزیر اعظم نے کہا کہ 2029 میں خواتین کو 33 فیصد ریزرویشن ملے گا اور آسام میں 16 لاکھ سے زیادہ خاندانوں کو پکے مکانات دیے گئے ہیں۔ انہوں نے کہا کہ 2013 کے مقابلے میں 1300 کروڑ روپے سے زائد کا بجٹ فراہم کیا گیا۔ [1137,878,1476,1038]
continuation-number: 505 [373,1847,398,1864]
continuation-article[interactable] [59,919,398,1002]
article-text: وژن کے مطابق ماحولیاتی استحکام کو فروغ دینا، کمیونٹی کی شرکت کو مضبوط بنانا اور نوجوانوں میں ماحولیاتی ذمہ داری کو فروغ دینا ہے۔ پروگرام کی مہمان خصوصی سکینہ ایتو کابینی وزیر برائے تعلیم صحت اور طبی تعلیم، اور سماجی بہبود، جموں و کشمیر تھیں۔ اس موقع پر موجود معززین میں ایم ڈی آئی سی ڈی ایس، ڈائریکٹر سوشل ویلفیئر جموں، ڈائریکٹر ہیلتھ سروسز جموں، ڈائریکٹر اسکول ایجوکیشن جموں، چیف ایجوکیشن آفیسر جموں کے علاوہ راجوری اور ڈوڈہ کے ایم ایل اے اور چیف ایجوکیشن آفیسرز سمیت سینئر افسران شامل تھے۔ ڈاکٹر نسیم جاوید چوہدری نے اپنی موجودگی میں، اسکولی تعلیم کے نظام میں ماحولیاتی شعور کو مربوط کرنے کے لیے محکمے کے مضبوط عزم کو تقویت دی اور اس اقدام کو ماحولیاتی ذمہ دار شہریوں کی پرورش کے لیے ایک ترقی پسند قدم قرار دیا۔ چیف ایجوکیشن آفیسر جموں، اجیت شرما نے تقریب کے انعقاد میں اہم کردار ادا کیا اور اپنے استقبالیہ خطاب میں ماحولیاتی تحفظ میں اجتماعی شرکت کی اہمیت پر زور دیا۔ انہوں نے شجرکاری مہم کو بامعنی کامیاب بنانے میں طلباء اور اداروں کی کوششوں کی تعریف کی اور نچلی سطح پر پائیدار سبز اقدامات کی ضرورت کو اجاگر کیا۔ [419,971,757,1214]
continuation-article[interactable] [59,1775,398,1842]
continuation-number: 306 [373,829,398,847]
footer-bar [64,2323,1438,2330]
continuation-number: 205 [732,951,757,968]
continuation-article[interactable] [59,1847,398,2045]
continuation-article[interactable] [59,1320,398,1370]
article-text: اپنی ذاتی فٹنس برقرار رکھنے کے لیے ہر ممکن کوشش کریں۔ اس موقع پر وزیر اعظم نے جسمانی ورزش کے فوائد کو اجاگر کرتے ہوئے ایک سنسکرت سبھاشتم (اخلاقی قول) بھی شیئر کیا۔ وزیر اعظم نے ایکس پر لکھا: عالمی یوم صحت کے موقع پر ہم ان تمام افراد کو سلام پیش کرتے ہیں جو صحت کے شعبے میں انتھک خدمات انجام دے رہے ہیں۔ ان کی لگن اور محنت ہمارے معاشرے کی صحت کو بہتر بنانے میں اہم کردار ادا کرتی ہے۔ انہوں نے عوام پر زور دیا کہ وہ متوازن غذا اور باقاعدہ ورزش کو اپنی روزمرہ زندگی کا حصہ بنائیں۔ [1137,1336,1476,1446]
continuation-article[interactable] [419,790,757,890]
continuation-article[interactable] [59,1281,398,1314]
article-text: نے تقریب کو کامیاب بنانے میں ڈاکٹروں، مقامی نمائندوں، طلباء، اور دیہاتیوں کی ان کی شمولیت کے لیے تہہ دل سے تعریف کی۔ [419,915,757,943]
continuation-article[interactable] [778,309,1116,854]
article-text: نقشوں میں HLB کی حد بندی کے بارے میں ہینڈز آن ٹریننگ، اور Census Management & Monitoring System (CMMS) اور HLBS ویب ایپلیکیشنز کے بارے میں عملی تربیت پر توجہ مرکوز کی گئی۔ مردم شماری 2027 فیز-I کے ہموار اور مؤثر انعقاد کے لیے تمام آپریشنل پہلوؤں کی جامع کوریج کو یقینی بنانے کے لیے متعدد سیشنز میں تربیت کا اہتمام کیا گیا۔ شرکاء نے سیشنز میں سرگرمی سے حصہ لیا اور ڈیجیٹل ٹولز، HLB نقشہ کی حد بندی، اور طریقہ کار کے بارے میں اپنی سمجھ کو مضبوط کیا۔ [59,1583,398,1693]
continuation-article[interactable] [59,260,398,508]
continuation-number: 206 [732,1221,757,1238]
article-text: علاقے کی ترقی کے لیے حکومت کی جانب سے متعدد اسکیمیں شروع کی گئی ہیں جن کا مقصد لوگوں کو روزگار کے مواقع فراہم کرنا ہے۔ حکام نے کہا کہ نوجوانوں کو خود کفیل بنانے کے لیے تربیتی پروگرام بھی منعقد کیے جائیں گے۔ [59,1722,398,1766]
continuation-article[interactable] [778,859,1116,1124]
continuation-number: 105 [1451,858,1476,875]
continuation-number: 501 [373,1375,398,1393]
article-text: حسب معمول عوام کے لیے کھلا رہے گا۔ [238,1300,398,1311]
article-text: انتخابی عمل کے تحت جاری اقدامات کا جائزہ لیا گیا۔ اجلاس میں بتایا گیا کہ 2026 میں مجموعی طور پر 10,173 درخواستیں موصول ہوئیں جن میں سے 9,713 کو نمٹا دیا گیا ہے اور 7,829 معاملات میں معاوضہ ادا کیا جا چکا ہے۔ باقی معاملات میں کارروائی جاری ہے اور صرف چند معاملات زیر التوا ہیں۔ عمل کو مزید شفاف بنانے کیلئے حکومت نے ہدایت دی ہے کہ قبضے کی ایف آئی آر درج کی جائے، جائیدادوں کا جیو ٹیگڈ ریکارڈ تیار کیا جائے، شفاف حوالگی کو یقینی بنایا جائے اور ریونیو ریکارڈ اپڈیٹ کیا جائے۔ ڈویژنل کمشنر اور پولیس کی نگرانی میں مانیٹرنگ کا نظام بھی قائم کیا گیا ہے۔ مزید برآں، متاثرہ علاقوں میں 2026 میں آؤٹ ریچ کیمپ منعقد کرنے کا منصوبہ ہے تاکہ شکایات کا موقع پر ازالہ کیا جاسکے۔ بحالی کے ساتھ ساتھ مہاجر خاندانوں کیلئے مختلف فلاحی اقدامات بھی کیے جا رہے ہیں، جن میں فی کس ماہانہ 3,250 روپے امداد (زیادہ سے زیادہ 13,000 روپے فی خاندان)، مفت راشن، عبوری رہائش اور ٹاؤن شپ کی سہولیات شامل ہیں۔ حکام کے مطابق بحالی اسکیموں کے تحت 6,000 آسامیوں میں سے 5,896 تقرریاں مکمل ہو چکی ہیں۔ ہزاروں خاندان دیگر سماجی تحفظ پروگراموں سے بھی مستفید ہو رہے ہیں۔ [1137,1066,1476,1308]
continuation-number: 311 [375,1224,398,1241]
continuation-number: 502 [373,1563,398,1580]
continuation-number: 303 [373,513,398,531]
continuation-article[interactable] [1137,688,1476,853]
continuation-article[interactable] [419,612,757,712]
continuation-article[interactable] [59,1063,398,1147]
